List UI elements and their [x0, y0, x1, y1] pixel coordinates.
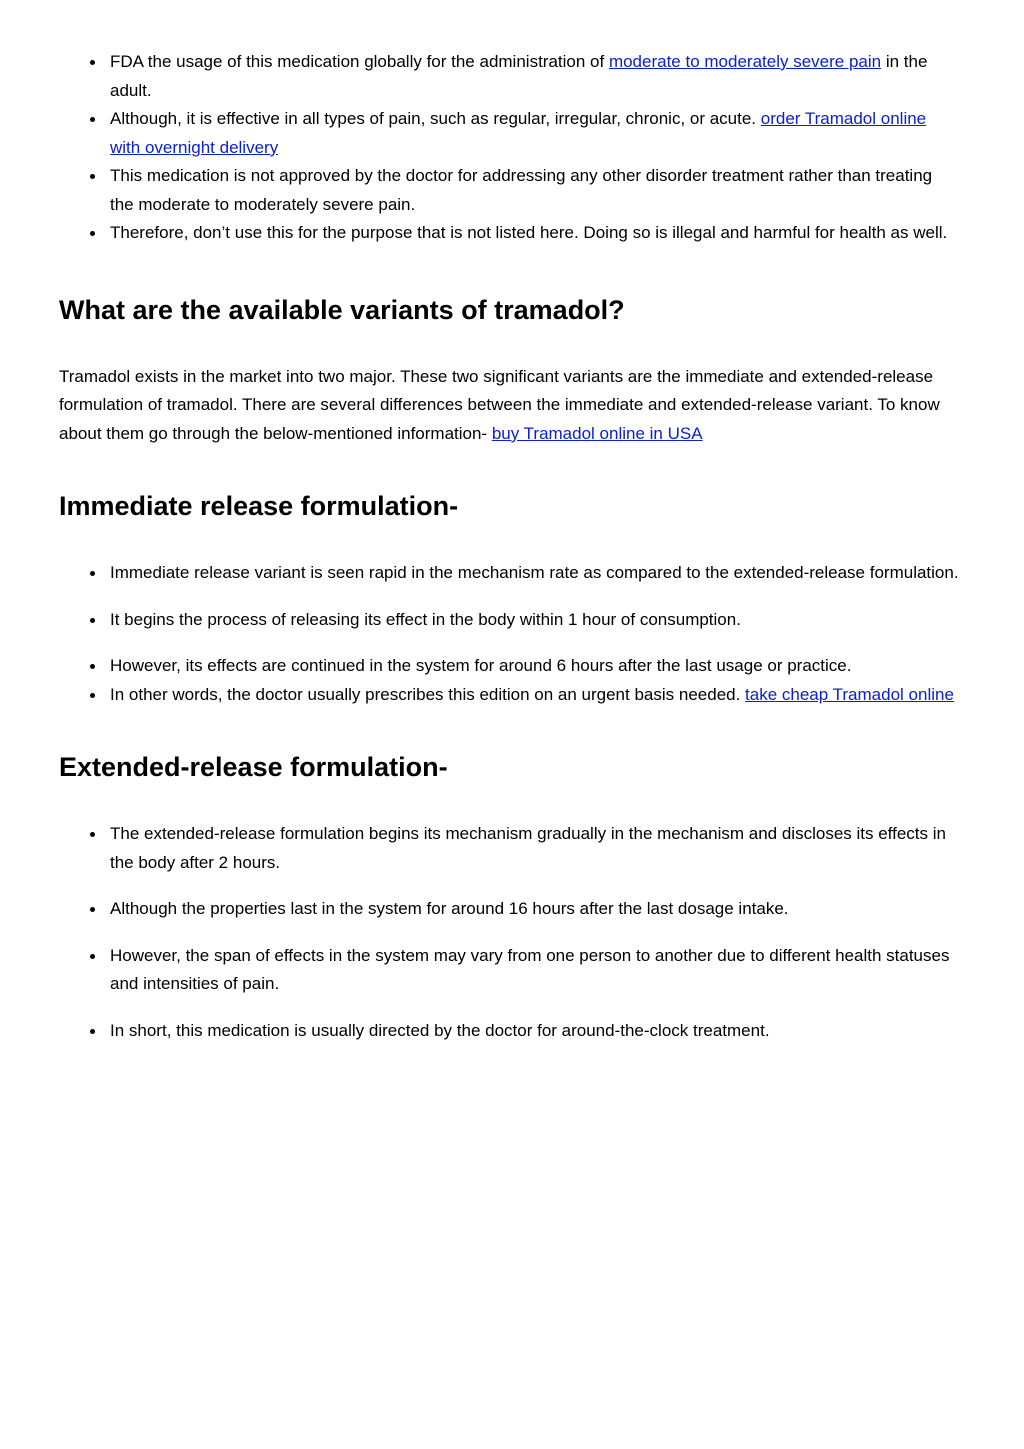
list-item: Although, it is effective in all types of pain, such as regular, irregular, chronic, or acute. order Tramadol online with overnight delivery — [110, 105, 959, 162]
variants-heading: What are the available variants of tramadol? — [59, 294, 625, 325]
document-page — [59, 48, 959, 1045]
list-item: Immediate release variant is seen rapid in the mechanism rate as compared to the extended-release formulation. — [110, 559, 959, 588]
order-tramadol-link[interactable]: order Tramadol online with overnight delivery — [110, 109, 927, 157]
list-item: Therefore, don’t use this for the purpose that is not listed here. Doing so is illegal and harmful for health as well. — [110, 219, 959, 248]
extended-release-heading: Extended-release formulation- — [59, 752, 448, 782]
extended-release-list — [59, 820, 959, 1045]
immediate-release-list — [59, 559, 959, 709]
buy-tramadol-link[interactable]: buy Tramadol online in USA — [491, 423, 703, 443]
list-item: The extended-release formulation begins its mechanism gradually in the mechanism and discloses its effects in the body after 2 hours. — [110, 820, 959, 877]
list-item: It begins the process of releasing its effect in the body within 1 hour of consumption. — [110, 606, 959, 635]
list-item: However, the span of effects in the system may vary from one person to another due to different health statuses and intensities of pain. — [110, 942, 959, 999]
immediate-release-heading: Immediate release formulation- — [59, 491, 459, 521]
list-item: In short, this medication is usually directed by the doctor for around-the-clock treatment. — [110, 1017, 959, 1046]
list-item: FDA the usage of this medication globally for the administration of moderate to moderately severe pain in the adult. — [110, 48, 959, 105]
list-item: In other words, the doctor usually prescribes this edition on an urgent basis needed. take cheap Tramadol online — [110, 681, 959, 710]
take-cheap-tramadol-link[interactable]: take cheap Tramadol online — [745, 684, 954, 704]
variants-paragraph: Tramadol exists in the market into two major. These two significant variants are the immediate and extended-release formulation of tramadol. There are several differences between the immediate and extended-release variant. To know about them go through the below-mentioned information- buy Tramadol online in USA — [59, 366, 940, 443]
list-item: However, its effects are continued in the system for around 6 hours after the last usage or practice. — [110, 652, 959, 681]
intro-list — [59, 48, 959, 248]
moderate-pain-link[interactable]: moderate to moderately severe pain — [608, 52, 882, 71]
list-item: This medication is not approved by the doctor for addressing any other disorder treatment rather than treating the moderate to moderately severe pain. — [110, 162, 959, 219]
list-item: Although the properties last in the system for around 16 hours after the last dosage intake. — [110, 895, 959, 924]
